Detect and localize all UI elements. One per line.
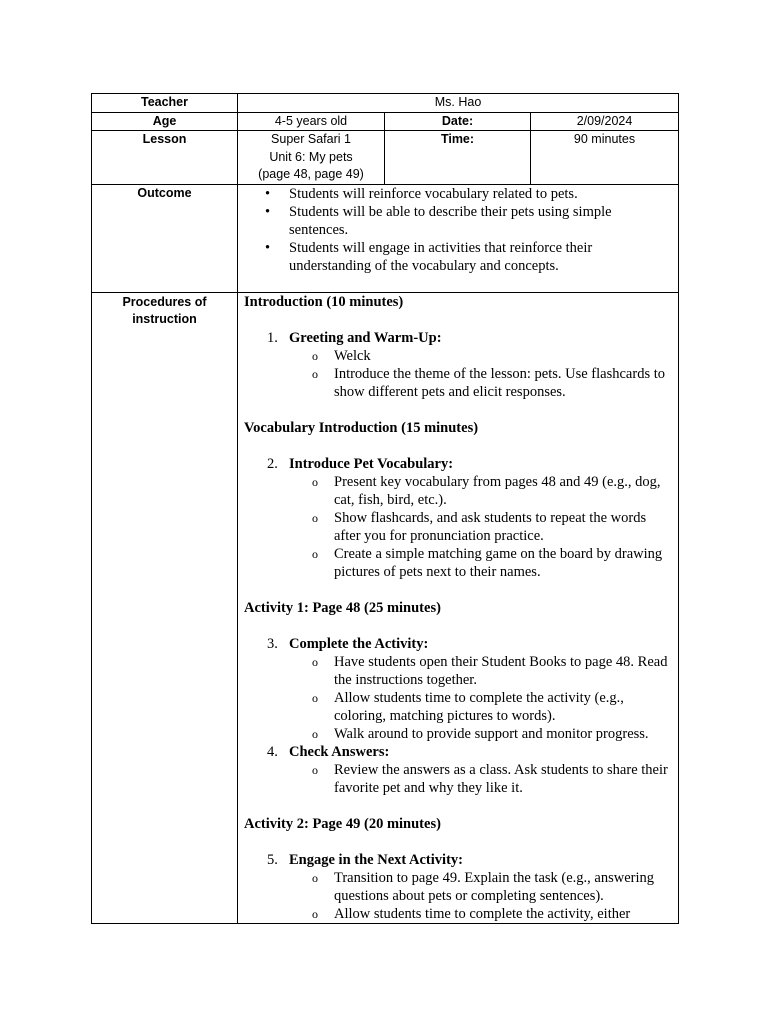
step-number: 1. [267, 329, 278, 346]
outcome-item: • Students will reinforce vocabulary related to pets. [289, 185, 672, 203]
step-item [267, 329, 672, 401]
step-item [267, 851, 672, 923]
step-number: 4. [267, 743, 278, 760]
step-number: 3. [267, 635, 278, 652]
step-list [244, 851, 672, 923]
outcome-list [244, 185, 672, 275]
step-title: Introduce Pet Vocabulary: [289, 455, 454, 472]
step-number: 2. [267, 455, 278, 472]
step-item [267, 635, 672, 743]
lesson-row [92, 131, 679, 185]
date-label: Date: [385, 112, 531, 131]
step-sublist [289, 761, 672, 797]
lesson-label: Lesson [92, 131, 238, 185]
step-list [244, 329, 672, 401]
outcome-item: • Students will engage in activities that reinforce their understanding of the vocabulary and concepts. [289, 239, 672, 275]
step-subitem: o Show flashcards, and ask students to repeat the words after you for pronunciation practice. [334, 509, 672, 545]
step-list [244, 455, 672, 581]
procedures-content [238, 292, 679, 923]
outcome-content [238, 184, 679, 292]
step-subitem: o Have students open their Student Books to page 48. Read the instructions together. [334, 653, 672, 689]
outcome-item: • Students will be able to describe their pets using simple sentences. [289, 203, 672, 239]
step-item [267, 455, 672, 581]
outcome-row [92, 184, 679, 292]
time-value: 90 minutes [531, 131, 679, 185]
section-heading: Introduction (10 minutes) [244, 293, 404, 310]
step-subitem: o Walk around to provide support and monitor progress. [334, 725, 672, 743]
date-value: 2/09/2024 [531, 112, 679, 131]
step-subitem: o Present key vocabulary from pages 48 and 49 (e.g., dog, cat, fish, bird, etc.). [334, 473, 672, 509]
step-title: Engage in the Next Activity: [289, 851, 463, 868]
age-label: Age [92, 112, 238, 131]
outcome-label: Outcome [92, 184, 238, 292]
procedures-label-line: instruction [132, 312, 197, 326]
procedures-label-line: Procedures of [122, 294, 207, 309]
lesson-plan-document [91, 93, 678, 924]
procedures-row [92, 292, 679, 923]
teacher-row [92, 94, 679, 113]
section-heading: Activity 1: Page 48 (25 minutes) [244, 599, 441, 616]
step-subitem: o Transition to page 49. Explain the task (e.g., answering questions about pets or completing sentences). [334, 869, 672, 905]
step-list [244, 635, 672, 797]
lesson-line: (page 48, page 49) [258, 167, 364, 181]
time-label: Time: [385, 131, 531, 185]
step-title: Check Answers: [289, 743, 390, 760]
step-item [267, 743, 672, 797]
step-subitem: o Allow students time to complete the activity (e.g., coloring, matching pictures to words). [334, 689, 672, 725]
lesson-line: Super Safari 1 [271, 132, 351, 146]
section-heading: Vocabulary Introduction (15 minutes) [244, 419, 479, 436]
procedures-label [92, 292, 238, 923]
step-sublist [289, 347, 672, 401]
step-title: Complete the Activity: [289, 635, 429, 652]
step-subitem: o Allow students time to complete the activity, either [334, 905, 672, 923]
step-title: Greeting and Warm-Up: [289, 329, 442, 346]
teacher-label: Teacher [92, 94, 238, 113]
age-row [92, 112, 679, 131]
step-sublist [289, 869, 672, 923]
step-sublist [289, 653, 672, 743]
step-subitem: o Create a simple matching game on the board by drawing pictures of pets next to their names. [334, 545, 672, 581]
lesson-line: Unit 6: My pets [269, 149, 353, 164]
step-number: 5. [267, 851, 278, 868]
section-heading: Activity 2: Page 49 (20 minutes) [244, 815, 441, 832]
step-subitem: o Introduce the theme of the lesson: pets. Use flashcards to show different pets and elicit responses. [334, 365, 672, 401]
step-subitem: o Welck [334, 347, 672, 365]
lesson-value [238, 131, 385, 185]
step-sublist [289, 473, 672, 581]
teacher-value: Ms. Hao [238, 94, 679, 113]
step-subitem: o Review the answers as a class. Ask students to share their favorite pet and why they like it. [334, 761, 672, 797]
lesson-plan-table [91, 93, 679, 924]
age-value: 4-5 years old [238, 112, 385, 131]
